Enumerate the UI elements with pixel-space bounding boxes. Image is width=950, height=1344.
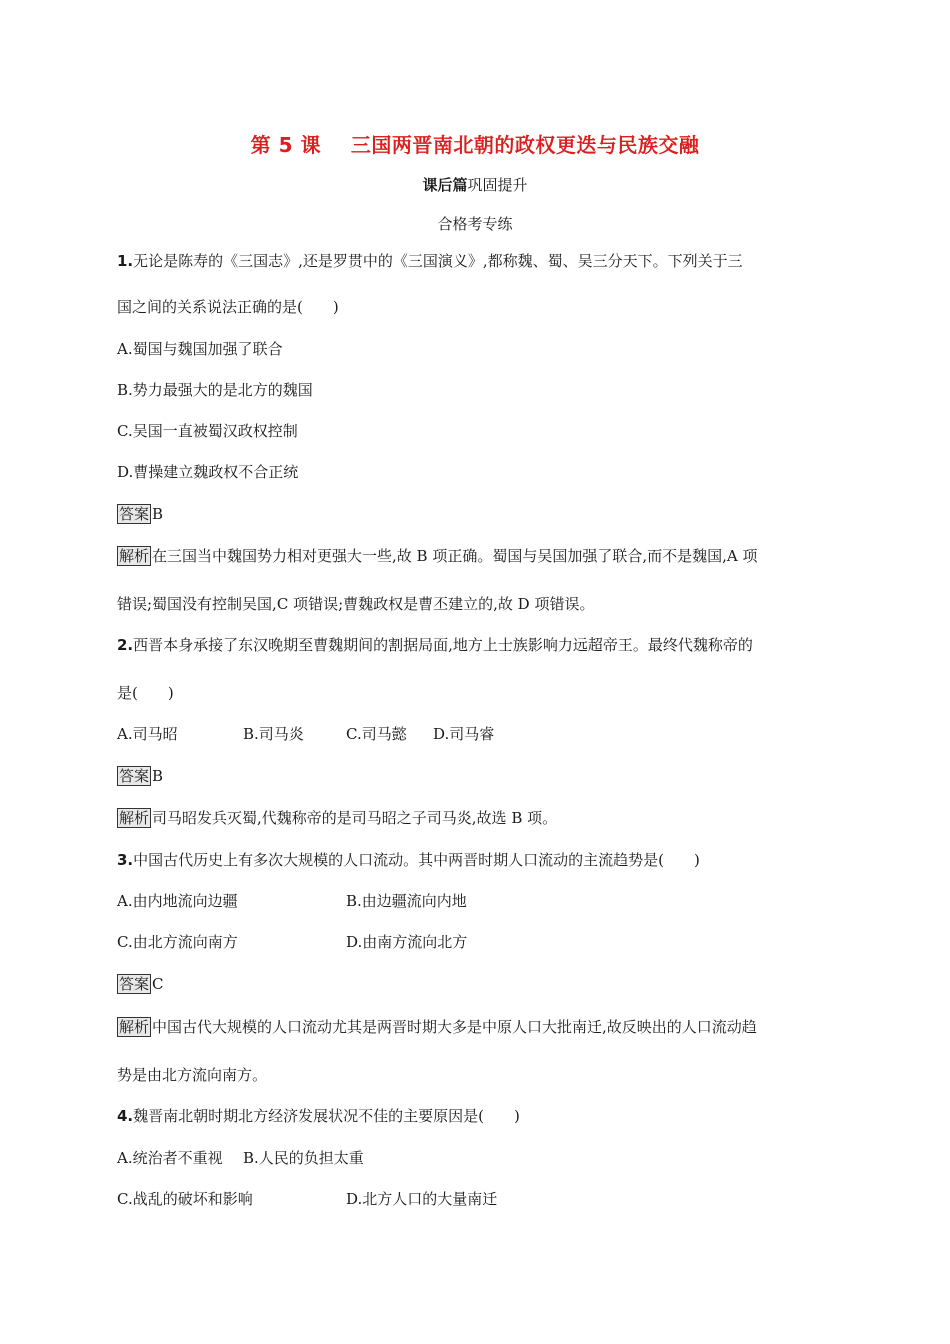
analysis-text: 司马昭发兵灭蜀,代魏称帝的是司马昭之子司马炎,故选 B 项。 <box>152 809 558 827</box>
subtitle-rest: 巩固提升 <box>467 176 528 194</box>
question-3-option-d: D.由南方流向北方 <box>346 933 468 951</box>
question-4-option-c: C.战乱的破坏和影响 <box>117 1190 253 1208</box>
question-2-line-2: 是( ) <box>117 684 174 702</box>
section-heading: 合格考专练 <box>437 215 513 233</box>
question-1-option-b: B.势力最强大的是北方的魏国 <box>117 381 313 399</box>
analysis-label: 解析 <box>119 547 150 565</box>
question-3-line-1 <box>117 850 700 870</box>
question-text: 中国古代历史上有多次大规模的人口流动。其中两晋时期人口流动的主流趋势是( ) <box>133 851 700 869</box>
question-1-analysis-line-2: 错误;蜀国没有控制吴国,C 项错误;曹魏政权是曹丕建立的,故 D 项错误。 <box>117 595 595 613</box>
question-1-option-c: C.吴国一直被蜀汉政权控制 <box>117 422 298 440</box>
question-text: 无论是陈寿的《三国志》,还是罗贯中的《三国演义》,都称魏、蜀、吴三分天下。下列关于三 <box>133 252 743 270</box>
question-4-option-d: D.北方人口的大量南迁 <box>346 1190 498 1208</box>
answer-label: 答案 <box>119 975 150 993</box>
question-2-option-b: B.司马炎 <box>243 725 304 743</box>
question-text: 西晋本身承接了东汉晚期至曹魏期间的割据局面,地方上士族影响力远超帝王。最终代魏称帝的 <box>133 636 753 654</box>
question-3-option-c: C.由北方流向南方 <box>117 933 238 951</box>
analysis-label: 解析 <box>119 809 150 827</box>
question-1-line-2: 国之间的关系说法正确的是( ) <box>117 298 339 316</box>
question-2-option-c: C.司马懿 <box>346 725 407 743</box>
analysis-text: 中国古代大规模的人口流动尤其是两晋时期大多是中原人口大批南迁,故反映出的人口流动趋 <box>152 1018 757 1036</box>
question-3-analysis-line-1 <box>117 1017 757 1037</box>
question-3-answer <box>117 974 164 994</box>
answer-label: 答案 <box>119 505 150 523</box>
question-number: 3. <box>117 851 134 869</box>
question-1-option-a: A.蜀国与魏国加强了联合 <box>117 340 283 358</box>
subtitle <box>0 174 950 195</box>
subtitle-bold: 课后篇 <box>422 176 468 194</box>
question-number: 2. <box>117 636 134 654</box>
question-4-option-b: B.人民的负担太重 <box>243 1149 364 1167</box>
question-number: 4. <box>117 1107 134 1125</box>
question-text: 魏晋南北朝时期北方经济发展状况不佳的主要原因是( ) <box>133 1107 520 1125</box>
answer-value: B <box>152 767 164 785</box>
question-3-option-a: A.由内地流向边疆 <box>117 892 238 910</box>
question-number: 1. <box>117 252 134 270</box>
question-4-line-1 <box>117 1106 520 1126</box>
question-2-option-a: A.司马昭 <box>117 725 178 743</box>
question-1-analysis-line-1 <box>117 546 757 566</box>
question-1-line-1 <box>117 251 743 271</box>
question-4-option-a: A.统治者不重视 <box>117 1149 223 1167</box>
question-3-option-b: B.由边疆流向内地 <box>346 892 467 910</box>
analysis-text: 在三国当中魏国势力相对更强大一些,故 B 项正确。蜀国与吴国加强了联合,而不是魏国,A 项 <box>152 547 758 565</box>
question-2-line-1 <box>117 635 753 655</box>
answer-value: B <box>152 505 164 523</box>
question-1-option-d: D.曹操建立魏政权不合正统 <box>117 463 299 481</box>
lesson-title: 第 5 课 三国两晋南北朝的政权更迭与民族交融 <box>250 133 700 157</box>
question-2-analysis-line-1 <box>117 808 557 828</box>
question-2-option-d: D.司马睿 <box>433 725 495 743</box>
question-2-answer <box>117 766 163 786</box>
answer-label: 答案 <box>119 767 150 785</box>
analysis-label: 解析 <box>119 1018 150 1036</box>
question-3-analysis-line-2: 势是由北方流向南方。 <box>117 1066 268 1084</box>
question-1-answer <box>117 504 163 524</box>
answer-value: C <box>152 975 164 993</box>
